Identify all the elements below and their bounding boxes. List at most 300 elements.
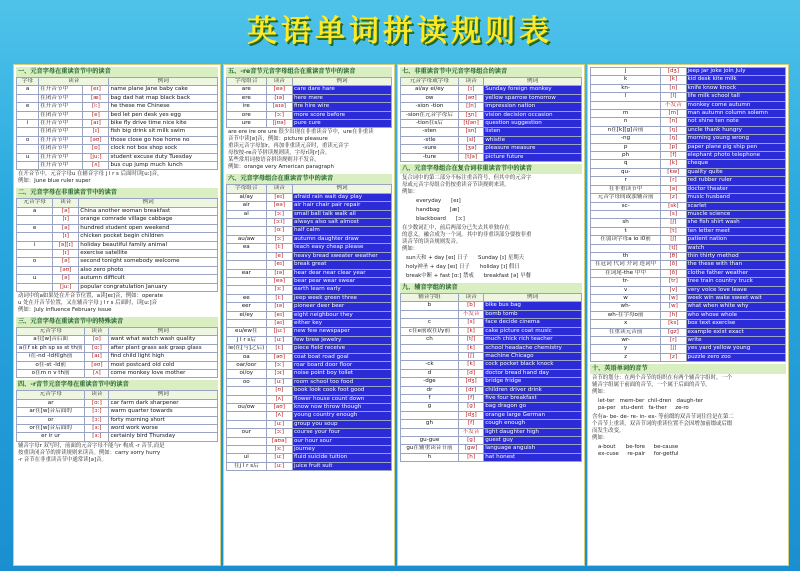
- table-cell: [w]: [661, 303, 686, 311]
- table-cell: either key: [292, 319, 391, 327]
- table-row: [17, 275, 218, 283]
- table-cell: th: [591, 252, 661, 260]
- table-cell: -ture: [401, 153, 459, 161]
- table-cell: [591, 101, 661, 109]
- table-cell: come monkey love mother: [109, 369, 218, 377]
- note: [400, 224, 582, 254]
- table-cell: half calm: [292, 227, 391, 235]
- table-cell: [eɪ]: [266, 311, 292, 319]
- panel-col4: [587, 64, 789, 566]
- table-row: [17, 216, 218, 224]
- table-cell: knife know knock: [686, 84, 785, 92]
- table-row: [591, 227, 786, 235]
- note-line: 辅音字母r 双写时，前面的元音字母不能与r 构成 -r 音节,而是: [18, 442, 165, 449]
- table-cell: [17, 283, 53, 291]
- note-line: 例如：: [402, 246, 419, 253]
- table-row: [591, 345, 786, 353]
- table-cell: [z]: [661, 194, 686, 202]
- note-line: 的意义，融合成为一个词。其中的非重读部分要按非重: [402, 232, 532, 239]
- table-cell: five four breakfast: [484, 394, 582, 402]
- panel-col1: [13, 64, 221, 566]
- table-cell: [227, 219, 267, 227]
- panel-col2: [223, 64, 395, 566]
- table-row: [401, 302, 582, 310]
- table-row: [591, 261, 786, 269]
- table-cell: [iː]: [266, 294, 292, 302]
- table-cell: [227, 387, 267, 395]
- table-cell: [θ]: [661, 252, 686, 260]
- table-row: [401, 319, 582, 327]
- table-cell: 在开音节中: [39, 86, 83, 94]
- table-cell: p: [591, 143, 661, 151]
- table-cell: [ɔː]: [266, 235, 292, 243]
- table-cell: most postcard old cold: [109, 361, 218, 369]
- table-cell: b: [401, 302, 459, 310]
- table-row: [401, 369, 582, 377]
- table-cell: [ə]: [53, 207, 79, 215]
- table-consonants-cont: [590, 67, 786, 362]
- table-cell: x: [591, 320, 661, 328]
- table-cell: [ʌ]: [85, 369, 109, 377]
- table-row: [227, 420, 392, 428]
- table-cell: ar在[w]音后面的: [17, 408, 85, 416]
- table-row: [227, 269, 392, 277]
- table-cell: o: [17, 136, 39, 144]
- table-cell: afraid rain wait day play: [292, 193, 391, 201]
- section-vowels-unstressed: [16, 188, 218, 314]
- table-cell: 在开音节中: [39, 162, 83, 170]
- table-cell: ow: [401, 94, 459, 102]
- table-row: [401, 336, 582, 344]
- table-cell: bear pear wear swear: [292, 277, 391, 285]
- column-header: 读音: [53, 199, 79, 207]
- table-cell: [eə]: [266, 202, 292, 210]
- table-cell: [ʊ]: [266, 387, 292, 395]
- table-row: [227, 303, 392, 311]
- table-row: [227, 370, 392, 378]
- table-cell: [iː]: [83, 103, 109, 111]
- column-header: 例词: [484, 294, 582, 302]
- table-cell: fish big drink sit milk swim: [109, 128, 218, 136]
- table-cell: face decide cinema: [484, 319, 582, 327]
- column-header: 例词: [292, 78, 391, 86]
- table-cell: [591, 244, 661, 252]
- table-row: [591, 118, 786, 126]
- table-cell: [gw]: [458, 445, 483, 453]
- table-cell: u: [17, 153, 39, 161]
- section-title: 十、英语单词的音节: [590, 364, 786, 374]
- table-cell: music husband: [686, 194, 785, 202]
- table-cell: er ir ur: [17, 433, 85, 441]
- table-cell: tree train country truck: [686, 278, 785, 286]
- table-cell: find child light high: [109, 353, 218, 361]
- example-row: [414, 206, 582, 215]
- table-row: [591, 219, 786, 227]
- table-cell: [401, 428, 459, 436]
- table-row: [227, 336, 392, 344]
- table-row: [17, 86, 218, 94]
- table-cell: 不发音: [458, 310, 483, 318]
- table-cell: ure: [227, 120, 267, 128]
- table-row: [227, 311, 392, 319]
- table-row: [17, 224, 218, 232]
- table-cell: bomb tomb: [484, 310, 582, 318]
- example-text: [ɔː]: [455, 216, 465, 223]
- table-cell: [ʒə]: [458, 145, 483, 153]
- table-cell: hat honest: [484, 453, 582, 461]
- table-cell: oa: [227, 353, 267, 361]
- table-cell: thin thirty method: [686, 252, 785, 260]
- table-cell: cough enough: [484, 420, 582, 428]
- table-cell: [ɑː]: [85, 344, 109, 352]
- table-cell: [401, 411, 459, 419]
- table-cell: those close go hoe home no: [109, 136, 218, 144]
- note-line: 在少数词汇中，前后两部分已失去其单独存在: [402, 225, 510, 232]
- table-cell: [sk]: [661, 202, 686, 210]
- example-words: [590, 397, 786, 413]
- table-cell: [17, 266, 53, 274]
- table-row: [401, 103, 582, 111]
- table-cell: [ɜː]: [266, 286, 292, 294]
- table-cell: vision decision occasion: [484, 111, 582, 119]
- note: [226, 128, 392, 172]
- table-cell: [401, 310, 459, 318]
- table-cell: [401, 344, 459, 352]
- table-cell: [17, 94, 39, 102]
- table-cell: [sl]: [458, 136, 483, 144]
- table-cell: [227, 420, 267, 428]
- table-row: [591, 278, 786, 286]
- example-text: break中断 + fast [ɑː] 禁戒: [406, 273, 474, 280]
- table-row: [17, 408, 218, 416]
- column-header: 字母: [17, 78, 39, 86]
- table-cell: [dʒ]: [661, 68, 686, 76]
- table-row: [17, 120, 218, 128]
- table-cell: -sure: [401, 145, 459, 153]
- note-line: 动词中的a如果处在开音节位置，a读[eɪ]音，例如：operate: [18, 292, 163, 299]
- table-cell: [tʃ]: [458, 336, 483, 344]
- column-header: 读音: [266, 185, 292, 193]
- table-row: [227, 94, 392, 102]
- table-cell: [17, 216, 53, 224]
- table-cell: clothe father weather: [686, 269, 785, 277]
- table-cell: -ng: [591, 135, 661, 143]
- table-row: [227, 261, 392, 269]
- example-row: [404, 263, 582, 272]
- table-cell: -sten: [401, 128, 459, 136]
- table-cell: eu/ew在: [227, 328, 267, 336]
- table-cell: [uː]: [266, 420, 292, 428]
- table-cell: -sion在元音字母后: [401, 111, 459, 119]
- table-cell: fluid suicide tuition: [292, 454, 391, 462]
- table-cell: [gz]: [661, 328, 686, 336]
- table-row: [227, 277, 392, 285]
- table-cell: 在闭音节中: [39, 128, 83, 136]
- table-cell: [eɪ]: [266, 193, 292, 201]
- table-cell: i在-nd -ld和gh前: [17, 353, 85, 361]
- section-re-syllable: [226, 67, 392, 172]
- table-row: [227, 345, 392, 353]
- table-cell: sc-: [591, 202, 661, 210]
- table-cell: warm quarter towards: [109, 408, 218, 416]
- table-cell: what when white why: [686, 303, 785, 311]
- table-cell: kn-: [591, 84, 661, 92]
- example-text: holiday [ɪ] 假日: [479, 264, 520, 271]
- example-line: let-ter mem-ber chil-dren daugh-ter: [598, 398, 704, 405]
- table-row: [17, 425, 218, 433]
- table-row: [401, 136, 582, 144]
- table-cell: [ʌ]: [83, 162, 109, 170]
- column-header: 元音字母: [17, 391, 85, 399]
- table-row: [401, 327, 582, 335]
- table-cell: bus cup jump much lunch: [109, 162, 218, 170]
- table-cell: hundred student open weekend: [79, 224, 218, 232]
- table-cell: [n]: [661, 118, 686, 126]
- table-cell: also zero photo: [79, 266, 218, 274]
- table-cell: [tʃə]: [458, 153, 483, 161]
- note-line: are ere ire ore ure 很少出现在非重读音节中，ure在非重读: [228, 129, 374, 136]
- table-cell: 在闭音节中: [39, 145, 83, 153]
- note: [16, 292, 218, 315]
- table-cell: example exist exact: [686, 328, 785, 336]
- table-row: [401, 111, 582, 119]
- table-cell: n在[k][g]音前: [591, 126, 661, 134]
- table-cell: [ʃn]: [458, 103, 483, 111]
- table-cell: [ʃ]: [458, 352, 483, 360]
- table-row: [591, 185, 786, 193]
- table-cell: popular congratulation January: [79, 283, 218, 291]
- table-cell: write: [686, 337, 785, 345]
- section-title: 七、非重读音节中元音字母组合的读音: [400, 67, 582, 77]
- table-r-syllable: [16, 390, 218, 441]
- table-cell: [ɜː]: [85, 433, 109, 441]
- table-cell: [k]: [458, 327, 483, 335]
- table-row: [227, 252, 392, 260]
- table-row: [401, 453, 582, 461]
- example-text: holy神圣 + day [eɪ] 日子: [406, 264, 470, 271]
- table-cell: 在词尾-the 中中: [591, 269, 661, 277]
- table-cell: t: [591, 227, 661, 235]
- table-row: [227, 437, 392, 445]
- table-cell: gu在辅重读音节前: [401, 445, 459, 453]
- note-line: 音节的划分：在两个音节的组织在有两个辅音字组时，一个: [592, 375, 733, 382]
- table-row: [227, 227, 392, 235]
- table-row: [227, 361, 392, 369]
- table-row: [591, 303, 786, 311]
- table-cell: [ɪə]: [266, 269, 292, 277]
- table-cell: after plant grass ask grasp glass: [109, 344, 218, 352]
- table-cell: 在重读元音前: [591, 328, 661, 336]
- note: [16, 442, 218, 465]
- section-title: 三、元音字母在重读音节中的特殊读音: [16, 317, 218, 327]
- table-cell: [uː]: [266, 336, 292, 344]
- table-cell: yellow sparrow tomorrow: [484, 94, 582, 102]
- column-header: 例词: [292, 185, 391, 193]
- example-row: [404, 254, 582, 263]
- section-compound-words: [400, 164, 582, 281]
- note-line: 重读元音字母加r，再加非重读元音时，重读元音字: [228, 143, 349, 150]
- table-cell: care dare hare: [292, 86, 391, 94]
- table-cell: [227, 446, 267, 454]
- table-cell: [dʒ]: [458, 378, 483, 386]
- table-row: [401, 145, 582, 153]
- table-row: [591, 286, 786, 294]
- table-cell: [t]: [661, 227, 686, 235]
- table-row: [17, 416, 218, 424]
- table-cell: paper plane pig ship pen: [686, 143, 785, 151]
- table-cell: gu-gue: [401, 436, 459, 444]
- table-cell: machine Chicago: [484, 352, 582, 360]
- example-text: breakfast [ə] 早餐: [483, 273, 531, 280]
- section-title: 六、元音字母组合在重读音节中的读音: [226, 174, 392, 184]
- table-cell: guest guy: [484, 436, 582, 444]
- table-cell: red rubber ruler: [686, 177, 785, 185]
- table-row: [401, 394, 582, 402]
- table-cell: [iː]: [266, 244, 292, 252]
- table-row: [17, 361, 218, 369]
- table-cell: [əʊ]: [53, 266, 79, 274]
- table-cell: [l]: [661, 93, 686, 101]
- column-header: 元音字母: [17, 199, 53, 207]
- table-cell: who whose whole: [686, 311, 785, 319]
- table-cell: [17, 111, 39, 119]
- table-cell: [v]: [661, 286, 686, 294]
- table-cell: [k]: [661, 76, 686, 84]
- section-title: 二、元音字母在非重读音节中的读音: [16, 188, 218, 198]
- table-cell: ire: [227, 103, 267, 111]
- table-cell: jeep jar joke join July: [686, 68, 785, 76]
- table-cell: children driver drink: [484, 386, 582, 394]
- table-row: [17, 241, 218, 249]
- table-cell: cock pocket black knock: [484, 361, 582, 369]
- table-cell: [p]: [661, 143, 686, 151]
- table-row: [591, 76, 786, 84]
- table-row: [17, 283, 218, 291]
- table-cell: [227, 319, 267, 327]
- table-cell: pleasure measure: [484, 145, 582, 153]
- table-row: [17, 162, 218, 170]
- table-row: [591, 110, 786, 118]
- table-cell: [əʊ]: [266, 353, 292, 361]
- table-cell: [aɪə]: [266, 103, 292, 111]
- column-header: 读音: [458, 78, 483, 86]
- table-cell: [227, 395, 267, 403]
- table-cell: [uː]: [266, 378, 292, 386]
- table-cell: the these with than: [686, 261, 785, 269]
- table-row: [401, 428, 582, 436]
- note-line: 例如：June blue ruler super: [18, 178, 91, 185]
- table-row: [591, 143, 786, 151]
- table-cell: e: [17, 103, 39, 111]
- table-cell: [tr]: [661, 278, 686, 286]
- table-cell: 元音字母间或浊辅音前: [591, 194, 661, 202]
- example-text: blackboard: [416, 216, 446, 223]
- table-cell: j l r s后: [227, 336, 267, 344]
- table-cell: [17, 145, 39, 153]
- table-cell: [ð]: [661, 261, 686, 269]
- section-vowels-stressed: [16, 67, 218, 186]
- table-cell: [aɪ]: [266, 319, 292, 327]
- table-cell: chicken pocket begin children: [79, 233, 218, 241]
- table-row: [401, 310, 582, 318]
- table-cell: g: [401, 403, 459, 411]
- table-cell: quality quite: [686, 168, 785, 176]
- table-cell: ere: [227, 94, 267, 102]
- table-cell: -ck: [401, 361, 459, 369]
- table-vowels-stressed: [16, 77, 218, 170]
- table-cell: student excuse duty Tuesday: [109, 153, 218, 161]
- table-cell: flower house count down: [292, 395, 391, 403]
- table-cell: i: [17, 241, 53, 249]
- note-line: 例如：: [402, 189, 419, 196]
- table-row: [591, 210, 786, 218]
- table-cell: a在[w]音后面: [17, 336, 85, 344]
- column-header: 读音: [266, 78, 292, 86]
- table-row: [591, 320, 786, 328]
- table-cell: [227, 227, 267, 235]
- table-cell: school headache chemistry: [484, 344, 582, 352]
- table-cell: eight neighbour they: [292, 311, 391, 319]
- table-row: [401, 344, 582, 352]
- table-cell: [w]: [661, 294, 686, 302]
- table-cell: [ks]: [661, 320, 686, 328]
- table-cell: qu-: [591, 168, 661, 176]
- table-row: [17, 136, 218, 144]
- table-cell: [m]: [661, 110, 686, 118]
- note-line: 例如：: [592, 389, 609, 396]
- table-row: [401, 411, 582, 419]
- table-cell: much chick rich teacher: [484, 336, 582, 344]
- table-cell: [ɪə]: [266, 303, 292, 311]
- table-cell: doctor theater: [686, 185, 785, 193]
- table-cell: orange large German: [484, 411, 582, 419]
- table-cell: [aɪ]: [85, 353, 109, 361]
- table-vowels-unstressed: [16, 198, 218, 291]
- table-cell: [ɪ]: [53, 249, 79, 257]
- table-cell: [h]: [661, 311, 686, 319]
- section-title: 九、辅音字组的读音: [400, 283, 582, 293]
- table-cell: noise point boy toilet: [292, 370, 391, 378]
- table-cell: [ɔː]: [266, 111, 292, 119]
- table-row: [591, 84, 786, 92]
- table-cell: always also salt almost: [292, 219, 391, 227]
- table-cell: picture future: [484, 153, 582, 161]
- table-cell: [227, 277, 267, 285]
- table-cell: [17, 249, 53, 257]
- table-row: [227, 103, 392, 111]
- table-cell: hear dear near clear year: [292, 269, 391, 277]
- table-special-vowels: [16, 327, 218, 378]
- table-cell: listen: [484, 128, 582, 136]
- table-cell: bike fly drive time nice kite: [109, 120, 218, 128]
- table-row: [17, 233, 218, 241]
- column-header: 元音字母: [17, 327, 85, 335]
- table-cell: 在j l r s后: [227, 462, 267, 470]
- column-header: 元音字母或字母: [401, 78, 459, 86]
- table-cell: exercise satellite: [79, 249, 218, 257]
- table-cell: o在m n v th前: [17, 369, 85, 377]
- table-row: [401, 378, 582, 386]
- table-cell: bag dragon go: [484, 403, 582, 411]
- table-cell: [e]: [266, 252, 292, 260]
- table-cell: week win wake sweet wait: [686, 294, 785, 302]
- table-cell: [ɑː]: [85, 399, 109, 407]
- example-row: [414, 197, 582, 206]
- table-cell: our: [227, 429, 267, 437]
- section-consonants: [400, 283, 582, 462]
- table-row: [401, 120, 582, 128]
- table-cell: journey: [292, 446, 391, 454]
